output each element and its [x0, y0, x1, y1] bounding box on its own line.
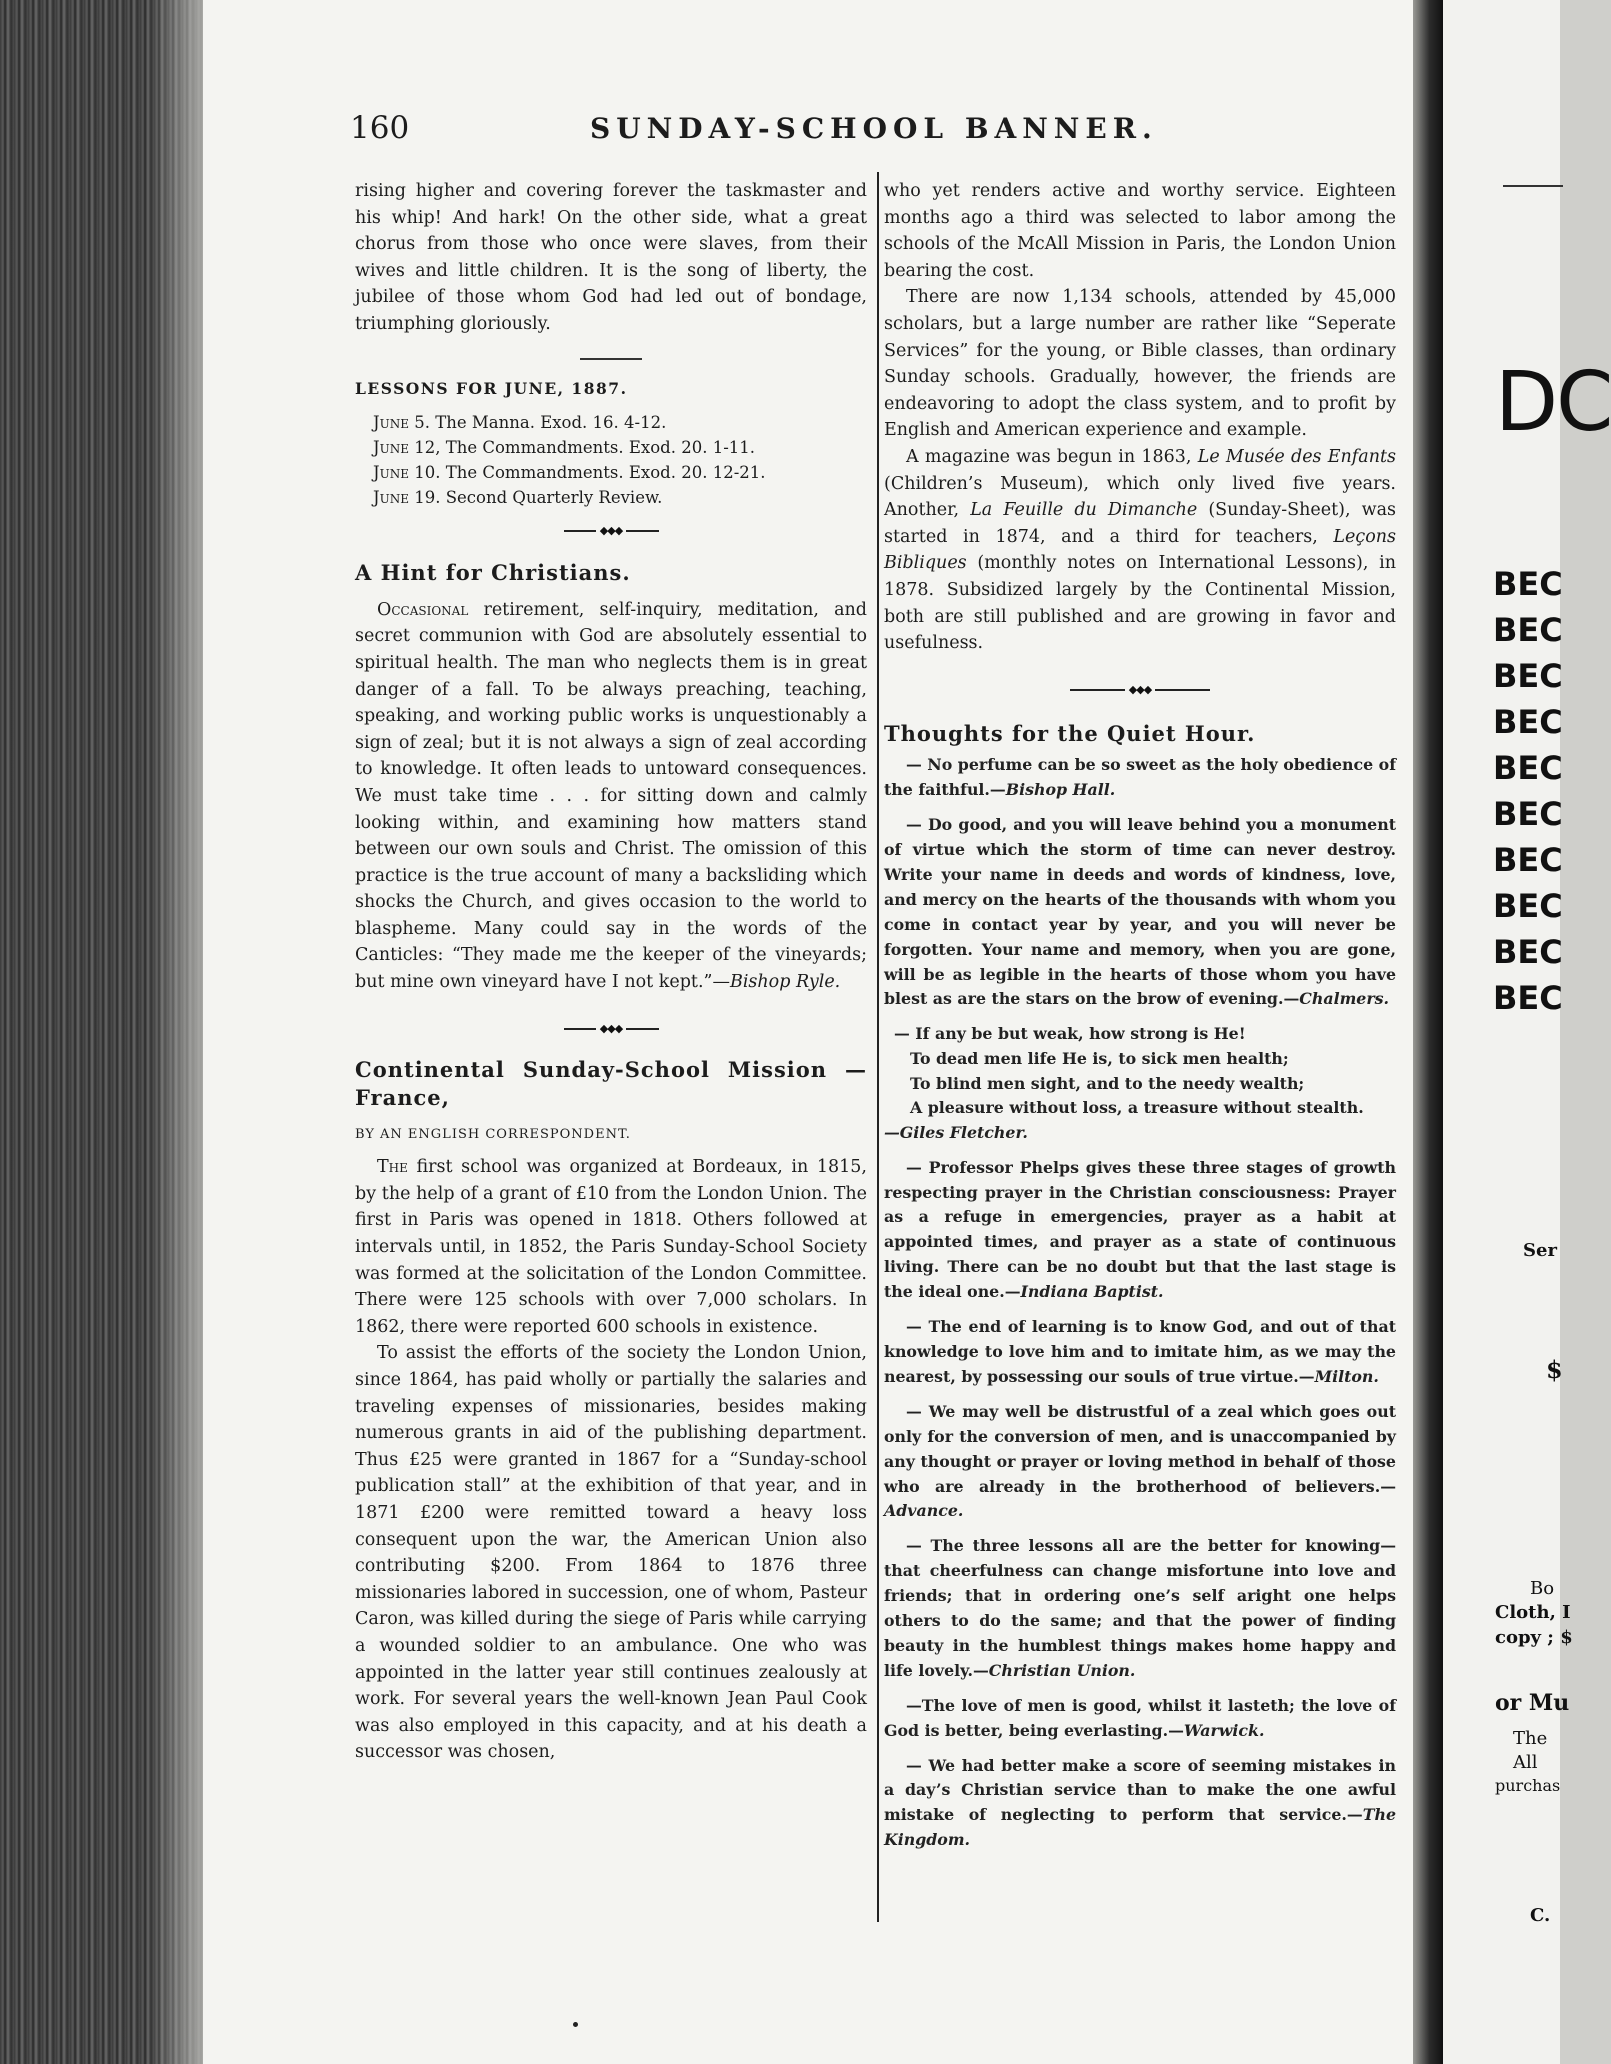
adjacent-rule — [1503, 185, 1563, 187]
ornamental-divider: ◆◆◆ — [564, 524, 659, 538]
column-rule — [877, 172, 879, 1922]
paragraph: rising higher and covering forever the taskmaster and his whip! And hark! On the other side, what a great chorus from those who once were slaves, from their wives and little children. It is the song of liberty, the jubilee of those whom God had led out of bondage, triumphing gloriously. — [355, 181, 867, 334]
adjacent-fragment: Bo — [1530, 1578, 1555, 1599]
adjacent-fragment: purchas — [1495, 1776, 1561, 1795]
adjacent-line: BEC — [1493, 611, 1563, 649]
adjacent-line: BEC — [1493, 841, 1563, 879]
quote: — We had better make a score of seeming mistakes in a day’s Christian service than to make the one awful mistake of neglecting to perform that service.—The Kingdom. — [884, 1755, 1396, 1850]
adjacent-fragment: The — [1513, 1728, 1548, 1749]
adjacent-line: BEC — [1493, 979, 1563, 1017]
adjacent-line: BEC — [1493, 795, 1563, 833]
paragraph: The first school was organized at Bordeaux, in 1815, by the help of a grant of £10 from the London Union. The first in Paris was opened in 1818. Others followed at intervals until, in 1852, the Paris Sunday-School Society was formed at the solicitation of the London Committee. There were 125 schools with over 7,000 scholars. In 1862, there were reported 600 schools in existence. — [355, 1157, 867, 1337]
adjacent-fragment: or Mu — [1495, 1690, 1570, 1716]
adjacent-fragment: C. — [1530, 1905, 1551, 1926]
poem-line: A pleasure without loss, a treasure without stealth. — [910, 1098, 1364, 1118]
lesson-text: The Manna. Exod. 16. 4-12. — [435, 413, 667, 433]
paragraph: A magazine was begun in 1863, Le Musée des Enfants (Children’s Museum), which only lived five years. Another, La Feuille du Dimanche (Sunday-Sheet), was started in 1874, and a third for teachers, Leçons Bibliques (monthly notes on International Lessons), in 1878. Subsidized largely by the Continental Mission, both are still published and are growing in favor and usefulness. — [884, 446, 1396, 654]
lessons-heading: LESSONS FOR JUNE, 1887. — [355, 378, 628, 398]
paragraph: There are now 1,134 schools, attended by 45,000 scholars, but a large number are rather like “Seperate Services” for the young, or Bible classes, than ordinary Sunday schools. Gradually, however, the friends are endeavoring to adopt the class system, and to profit by English and American experience and example. — [884, 287, 1396, 441]
paragraph: To assist the efforts of the society the London Union, since 1864, has paid wholly or partially the salaries and traveling expenses of missionaries, besides making numerous grants in aid of the publishing department. Thus £25 were granted in 1867 for a “Sunday-school publication stall” at the exhibition of that year, and in 1871 £200 were remitted toward a heavy loss consequent upon the war, the American Union also contributing $200. From 1864 to 1876 three missionaries labored in succession, one of whom, Pasteur Caron, was killed during the siege of Paris while carrying a wounded soldier to an ambulance. One who was appointed in the latter year still continues zealously at work. For several years the well-known Jean Paul Cook was also employed in this capacity, and at his death a successor was chosen, — [355, 1343, 867, 1763]
adjacent-heading: DC — [1495, 355, 1611, 450]
adjacent-line: BEC — [1493, 933, 1563, 971]
adjacent-fragment: Cloth, I — [1495, 1602, 1571, 1623]
poem-line: — If any be but weak, how strong is He! — [894, 1024, 1246, 1044]
paragraph: Occasional retirement, self-inquiry, meditation, and secret communion with God are absolutely essential to spiritual health. The man who neglects them is in great danger of a fall. To be always preaching, teaching, speaking, and working public works is unquestionably a sign of zeal; but it is not always a sign of zeal according to knowledge. It often leads to untoward consequences. We must take time . . . for sitting down and calmly looking within, and examining how matters stand between our own souls and Christ. The omission of this practice is the true account of many a backsliding which shocks the Church, and gives occasion to the world to blaspheme. Many could say in the words of the Canticles: “They made me the keeper of the vineyards; but mine own vineyard have I not kept.”—Bishop Ryle. — [355, 599, 867, 993]
lesson-item — [355, 435, 867, 460]
adjacent-line: BEC — [1493, 657, 1563, 695]
quotes — [884, 753, 1396, 1853]
adjacent-fragment: Ser — [1523, 1240, 1557, 1261]
adjacent-fragment: All — [1513, 1752, 1538, 1773]
lesson-text: The Commandments. Exod. 20. 12-21. — [445, 463, 766, 483]
lesson-date: June 5. — [373, 413, 430, 433]
lesson-item — [355, 485, 867, 510]
gutter-shadow — [1413, 0, 1443, 2064]
page-number: 160 — [350, 110, 410, 146]
quiet-hour-heading: Thoughts for the Quiet Hour. — [884, 720, 1256, 746]
lesson-text: Second Quarterly Review. — [445, 488, 663, 508]
paragraph: who yet renders active and worthy service. Eighteen months ago a third was selected to labor among the schools of the McAll Mission in Paris, the London Union bearing the cost. — [884, 181, 1396, 281]
poem-line: To dead men life He is, to sick men health; — [910, 1048, 1289, 1068]
quote: — The end of learning is to know God, and out of that knowledge to love him and to imitate him, as we may the nearest, by possessing our souls of true virtue.—Milton. — [884, 1317, 1396, 1386]
ornamental-divider: ◆◆◆ — [564, 1022, 659, 1036]
quote: — No perfume can be so sweet as the holy obedience of the faithful.—Bishop Hall. — [884, 755, 1396, 800]
lesson-item — [355, 460, 867, 485]
adjacent-page — [1443, 0, 1611, 2064]
adjacent-line: BEC — [1493, 749, 1563, 787]
page-edge-shadow — [150, 0, 210, 2064]
poem-attribution: —Giles Fletcher. — [884, 1122, 1028, 1142]
quote: — The three lessons all are the better for knowing—that cheerfulness can change misfortune into love and friends; that in ordering one’s self aright one helps others to do the same; and that the power of finding beauty in the humblest things makes home happy and life lovely.—Christian Union. — [884, 1536, 1396, 1680]
poem-line: To blind men sight, and to the needy wealth; — [910, 1073, 1305, 1093]
lesson-text: The Commandments. Exod. 20. 1-11. — [445, 438, 756, 458]
quote: — Professor Phelps gives these three stages of growth respecting prayer in the Christian consciousness: Prayer as a refuge in emergencies, prayer as a habit at appointed times, and prayer as a state of continuous living. There can be no doubt but that the last stage is the ideal one.—Indiana Baptist. — [884, 1157, 1396, 1302]
lesson-date: June 12, — [373, 438, 441, 458]
hint-heading: A Hint for Christians. — [355, 560, 631, 586]
adjacent-line: BEC — [1493, 703, 1563, 741]
lesson-date: June 10. — [373, 463, 441, 483]
page-speck — [573, 2022, 578, 2027]
adjacent-line: BEC — [1493, 565, 1563, 603]
byline: BY AN ENGLISH CORRESPONDENT. — [355, 1126, 631, 1142]
left-column — [355, 178, 867, 1766]
lesson-item — [355, 410, 867, 435]
lesson-date: June 19. — [373, 488, 441, 508]
quote: — Do good, and you will leave behind you a monument of virtue which the storm of time can never destroy. Write your name in deeds and words of kindness, love, and mercy on the hearts of the thousands with whom you come in contact year by year, and you will never be forgotten. Your name and memory, when you are gone, will be as legible in the hearts of those whom you have blest as are the stars on the brow of evening.—Chalmers. — [884, 815, 1396, 1009]
quote: — We may well be distrustful of a zeal which goes out only for the conversion of men, and is unaccompanied by any thought or prayer or loving method in behalf of those who are already in the brotherhood of believers.—Advance. — [884, 1401, 1396, 1521]
adjacent-fragment: $ — [1546, 1355, 1563, 1384]
ornamental-divider: ◆◆◆ — [1070, 683, 1210, 697]
quote: —The love of men is good, whilst it lasteth; the love of God is better, being everlasting.—Warwick. — [884, 1695, 1396, 1740]
right-column — [884, 178, 1396, 1853]
running-title: SUNDAY-SCHOOL BANNER. — [590, 112, 1158, 145]
adjacent-line: BEC — [1493, 887, 1563, 925]
mission-heading: Continental Sunday-School Mission —France, — [355, 1056, 867, 1110]
adjacent-fragment: copy ; $ — [1495, 1627, 1573, 1648]
